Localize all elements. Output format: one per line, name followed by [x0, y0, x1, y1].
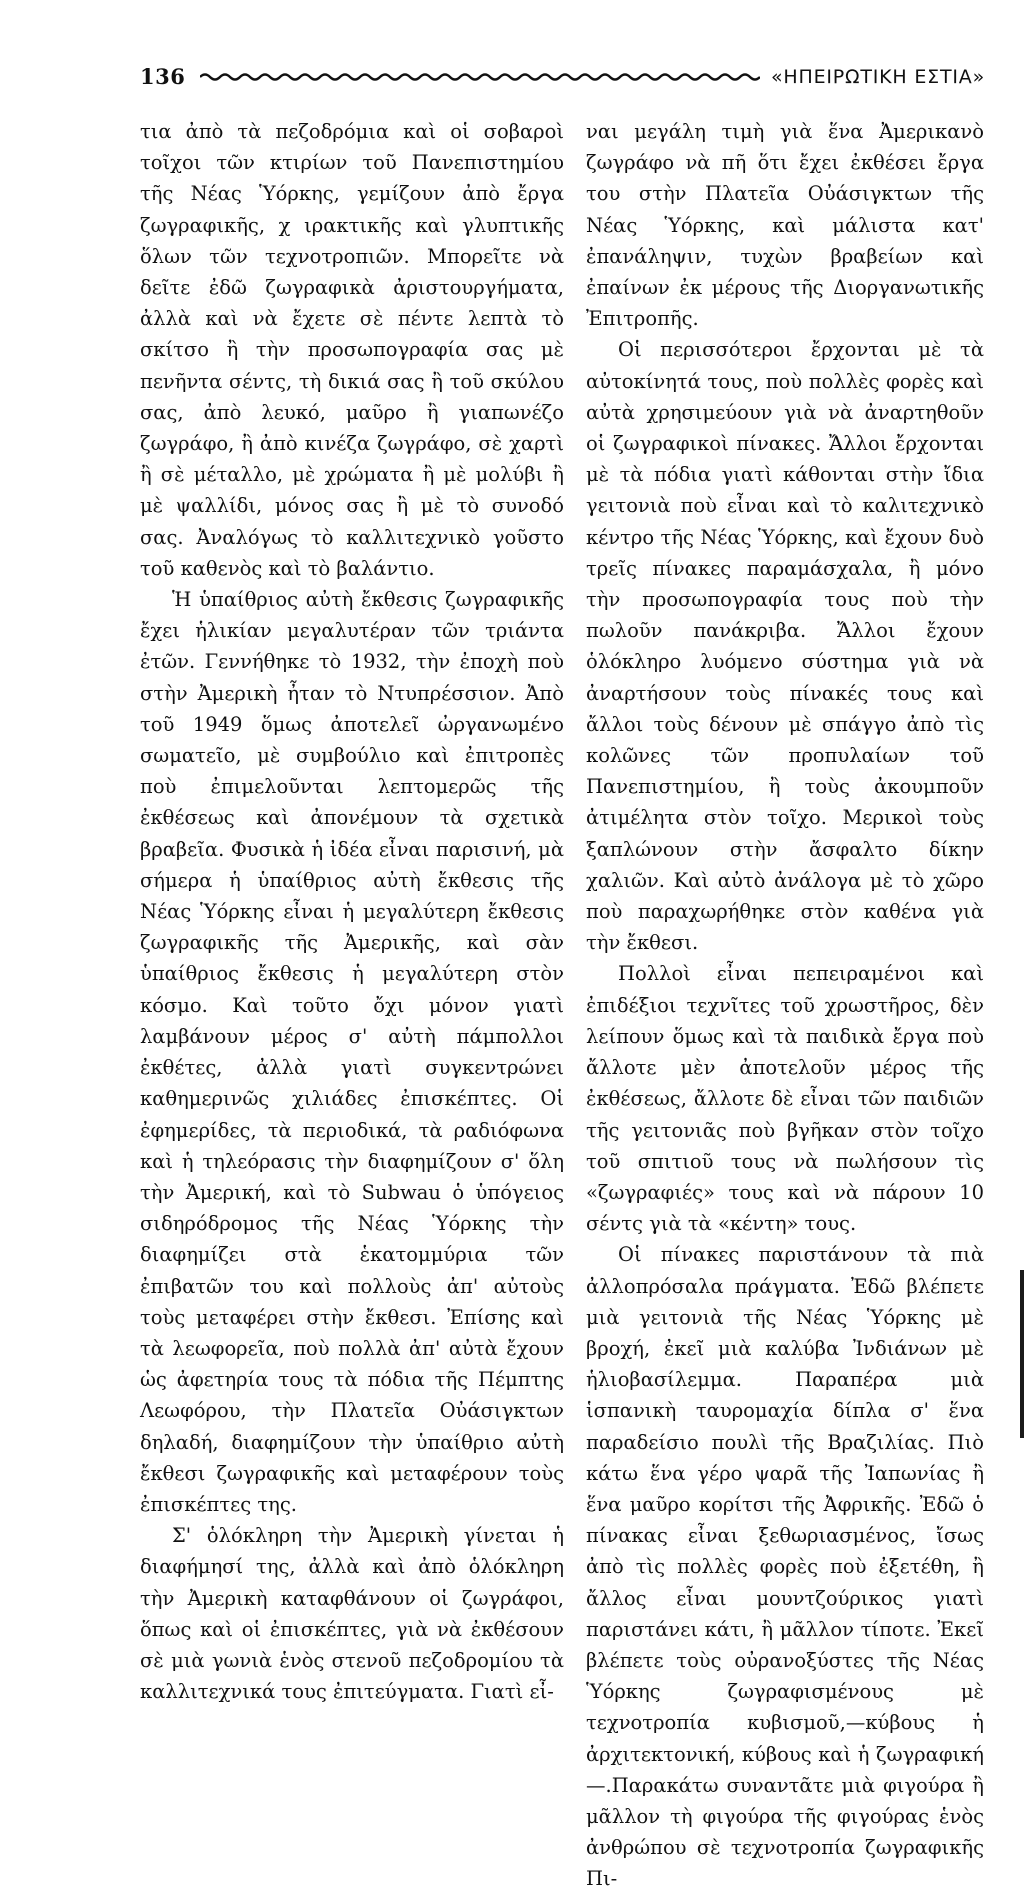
right-paragraph-4: Οἱ πίνακες παριστάνουν τὰ πιὰ ἀλλοπρόσαλα πράγματα. Ἐδῶ βλέπετε μιὰ γειτονιὰ τῆς Νέας Ὑόρκης μὲ βροχή, ἐκεῖ μιὰ καλύβα Ἰνδιάνων μὲ ἡλιοβασίλεμμα. Παραπέρα μιὰ ἱσπανικὴ ταυρομαχία δίπλα σ' ἕνα παραδείσιο πουλὶ τῆς Βραζιλίας. Πιὸ κάτω ἕνα γέρο ψαρᾶ τῆς Ἰαπωνίας ἢ ἕνα μαῦρο κορίτσι τῆς Ἀφρικῆς. Ἐδῶ ὁ πίνακας εἶναι ξεθωριασμένος, ἴσως ἀπὸ τὶς πολλὲς φορὲς ποὺ ἐξετέθη, ἢ ἄλλος εἶναι μουντζούρικος γιατὶ παριστάνει κάτι, ἢ μᾶλλον τίποτε. Ἐκεῖ βλέπετε τοὺς οὐρανοξύστες τῆς Νέας Ὑόρκης ζωγραφισμένους μὲ τεχνοτροπία κυβισμοῦ,—κύβους ἡ ἀρχιτεκτονική, κύβους καὶ ἡ ζωγραφική—.Παρακάτω συναντᾶτε μιὰ φιγούρα ἢ μᾶλλον τὴ φιγούρα τῆς φιγούρας ἑνὸς ἀνθρώπου σὲ τεχνοτροπία ζωγραφικῆς Πι-: [586, 1243, 984, 1891]
journal-title: «ΗΠΕΙΡΩΤΙΚΗ ΕΣΤΙΑ»: [770, 66, 985, 88]
right-column: [586, 116, 984, 1895]
left-paragraph-2: Ἡ ὑπαίθριος αὐτὴ ἔκθεσις ζωγραφικῆς ἔχει ἡλικίαν μεγαλυτέραν τῶν τριάντα ἐτῶν. Γεννήθηκε τὸ 1932, τὴν ἐποχὴ ποὺ στὴν Ἀμερικὴ ἦταν τὸ Ντυπρέσσιον. Ἀπὸ τοῦ 1949 ὅμως ἀποτελεῖ ὠργανωμένο σωματεῖο, μὲ συμβούλιο καὶ ἐπιτροπὲς ποὺ ἐπιμελοῦνται λεπτομερῶς τῆς ἐκθέσεως καὶ ἀπονέμουν τὰ σχετικὰ βραβεῖα. Φυσικὰ ἡ ἰδέα εἶναι παρισινή, μὰ σήμερα ἡ ὑπαίθριος αὐτὴ ἔκθεσις τῆς Νέας Ὑόρκης εἶναι ἡ μεγαλύτερη ἔκθεσις ζωγραφικῆς τῆς Ἀμερικῆς, καὶ σὰν ὑπαίθριος ἔκθεσις ἡ μεγαλύτερη στὸν κόσμο. Καὶ τοῦτο ὄχι μόνον γιατὶ λαμβάνουν μέρος σ' αὐτὴ πάμπολλοι ἐκθέτες, ἀλλὰ γιατὶ συγκεντρώνει καθημερινῶς χιλιάδες ἐπισκέπτες. Οἱ ἐφημερίδες, τὰ περιοδικά, τὰ ραδιόφωνα καὶ ἡ τηλεόρασις τὴν διαφημίζουν σ' ὅλη τὴν Ἀμερική, καὶ τὸ Subwau ὁ ὑπόγειος σιδηρόδρομος τῆς Νέας Ὑόρκης τὴν διαφημίζει στὰ ἑκατομμύρια τῶν ἐπιβατῶν του καὶ πολλοὺς ἀπ' αὐτοὺς τοὺς μεταφέρει στὴν ἔκθεσι. Ἐπίσης καὶ τὰ λεωφορεῖα, ποὺ πολλὰ ἀπ' αὐτὰ ἔχουν ὡς ἀφετηρία τους τὰ πόδια τῆς Πέμπτης Λεωφόρου, τὴν Πλατεῖα Οὐάσιγκτων δηλαδή, διαφημίζουν τὴν ὑπαίθριο αὐτὴ ἔκθεσι ζωγραφικῆς καὶ μεταφέρουν τοὺς ἐπισκέπτες της.: [140, 588, 564, 1516]
right-paragraph-2: Οἱ περισσότεροι ἔρχονται μὲ τὰ αὐτοκίνητά τους, ποὺ πολλὲς φορὲς καὶ αὐτὰ χρησιμεύουν γιὰ νὰ ἀναρτηθοῦν οἱ ζωγραφικοὶ πίνακες. Ἄλλοι ἔρχονται μὲ τὰ πόδια γιατὶ κάθονται στὴν ἴδια γειτονιὰ ποὺ εἶναι καὶ τὸ καλιτεχνικὸ κέντρο τῆς Νέας Ὑόρκης, καὶ ἔχουν δυὸ τρεῖς πίνακες παραμάσχαλα, ἢ μόνο τὴν προσωπογραφία τους ποὺ τὴν πωλοῦν πανάκριβα. Ἄλλοι ἔχουν ὁλόκληρο λυόμενο σύστημα γιὰ νὰ ἀναρτήσουν τοὺς πίνακές τους καὶ ἄλλοι τοὺς δένουν μὲ σπάγγο ἀπὸ τὶς κολῶνες τῶν προπυλαίων τοῦ Πανεπιστημίου, ἢ τοὺς ἀκουμποῦν ἀτιμέλητα στὸν τοῖχο. Μερικοὶ τοὺς ξαπλώνουν στὴν ἄσφαλτο δίκην χαλιῶν. Καὶ αὐτὸ ἀνάλογα μὲ τὸ χῶρο ποὺ παραχωρήθηκε στὸν καθένα γιὰ τὴν ἔκθεσι.: [586, 338, 984, 955]
left-paragraph-3: Σ' ὁλόκληρη τὴν Ἀμερικὴ γίνεται ἡ διαφήμησί της, ἀλλὰ καὶ ἀπὸ ὁλόκληρη τὴν Ἀμερικὴ καταφθάνουν οἱ ζωγράφοι, ὅπως καὶ οἱ ἐπισκέπτες, γιὰ νὰ ἐκθέσουν σὲ μιὰ γωνιὰ ἑνὸς στενοῦ πεζοδρομίου τὰ καλλιτεχνικά τους ἐπιτεύγματα. Γιατὶ εἶ-: [140, 1524, 564, 1704]
left-column: [140, 116, 564, 1707]
left-paragraph-1: τια ἀπὸ τὰ πεζοδρόμια καὶ οἱ σοβαροὶ τοῖχοι τῶν κτιρίων τοῦ Πανεπιστημίου τῆς Νέας Ὑόρκης, γεμίζουν ἀπὸ ἔργα ζωγραφικῆς, χ ιρακτικῆς καὶ γλυπτικῆς ὅλων τῶν τεχνοτροπιῶν. Μπορεῖτε νὰ δεῖτε ἐδῶ ζωγραφικὰ ἀριστουργήματα, ἀλλὰ καὶ νὰ ἔχετε σὲ πέντε λεπτὰ τὸ σκίτσο ἢ τὴν προσωπογραφία σας μὲ πενῆντα σέντς, τὴ δικιά σας ἢ τοῦ σκύλου σας, ἀπὸ λευκό, μαῦρο ἢ γιαπωνέζο ζωγράφο, ἢ ἀπὸ κινέζα ζωγράφο, σὲ χαρτὶ ἢ σὲ μέταλλο, μὲ χρώματα ἢ μὲ μολύβι ἢ μὲ ψαλλίδι, μόνος σας ἢ μὲ τὸ συνοδό σας. Ἀναλόγως τὸ καλλιτεχνικὸ γοῦστο τοῦ καθενὸς καὶ τὸ βαλάντιο.: [140, 120, 564, 580]
page-number: 136: [140, 64, 186, 89]
right-paragraph-1: ναι μεγάλη τιμὴ γιὰ ἕνα Ἀμερικανὸ ζωγράφο νὰ πῆ ὅτι ἔχει ἐκθέσει ἔργα του στὴν Πλατεῖα Οὐάσιγκτων τῆς Νέας Ὑόρκης, καὶ μάλιστα κατ' ἐπανάληψιν, τυχὼν βραβείων καὶ ἐπαίνων ἐκ μέρους τῆς Διοργανωτικῆς Ἐπιτροπῆς.: [586, 120, 984, 331]
scan-edge-strip: [1020, 1270, 1024, 1438]
wavy-header-rule: [200, 70, 760, 84]
page-header: [140, 62, 985, 98]
right-paragraph-3: Πολλοὶ εἶναι πεπειραμένοι καὶ ἐπιδέξιοι τεχνῖτες τοῦ χρωστῆρος, δὲν λείπουν ὅμως καὶ τὰ παιδικὰ ἔργα ποὺ ἄλλοτε μὲν ἀποτελοῦν μέρος τῆς ἐκθέσεως, ἄλλοτε δὲ εἶναι τῶν παιδιῶν τῆς γειτονιᾶς ποὺ βγῆκαν στὸν τοῖχο τοῦ σπιτιοῦ τους νὰ πωλήσουν τὶς «ζωγραφιές» τους καὶ νὰ πάρουν 10 σέντς γιὰ τὰ «κέντη» τους.: [586, 962, 984, 1236]
